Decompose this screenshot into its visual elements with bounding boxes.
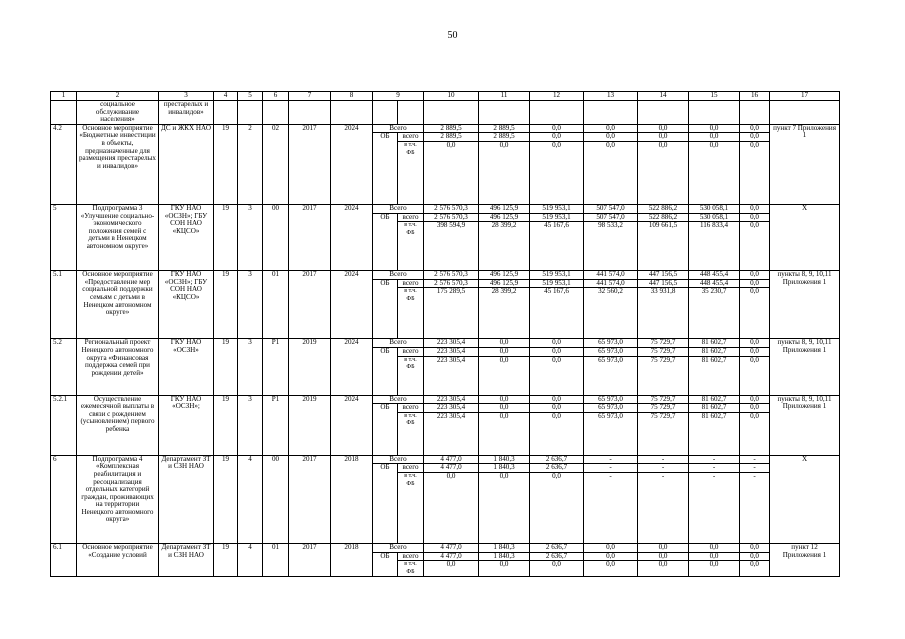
executor: Департамент ЗТ и СЗН НАО [159, 543, 214, 576]
ob-value: 0,0 [530, 347, 584, 356]
ob-value: 0,0 [740, 552, 770, 561]
code-cell: 2017 [289, 455, 331, 543]
column-header: 10 [424, 92, 479, 101]
activity-name: Основное мероприятие «Предоставление мер социальной поддержки семьям с детьми в Ненецком автономном округе» [77, 271, 159, 339]
code-cell: 2017 [289, 204, 331, 270]
reference-cell: пункты 8, 9, 10,11 Приложения 1 [770, 395, 840, 455]
activity-name: Осуществление ежемесячной выплаты в связи с рождением (усыновлением) первого ребенка [77, 395, 159, 455]
column-header: 7 [289, 92, 331, 101]
fb-value: 0,0 [479, 561, 530, 577]
ob-value: 0,0 [740, 279, 770, 288]
fb-value: 0,0 [479, 356, 530, 395]
ob-value: 4 477,0 [424, 464, 479, 473]
total-value: 4 477,0 [424, 455, 479, 464]
ob-value: 4 477,0 [424, 552, 479, 561]
table-cell [740, 101, 770, 125]
fb-value: 81 602,7 [689, 356, 740, 395]
fb-value: 65 973,0 [584, 412, 638, 455]
total-value: 0,0 [530, 124, 584, 133]
ob-value: 0,0 [638, 552, 689, 561]
total-value: 0,0 [638, 543, 689, 552]
total-value: 0,0 [740, 124, 770, 133]
total-value: 223 305,4 [424, 395, 479, 404]
fb-value: 33 931,8 [638, 288, 689, 339]
executor: ДС и ЖКХ НАО [159, 124, 214, 204]
executor: ГКУ НАО «ОСЗН»; [159, 395, 214, 455]
source-total-label: Всего [373, 204, 424, 213]
fb-value: 0,0 [689, 141, 740, 204]
ob-value: 0,0 [689, 552, 740, 561]
activity-name: Региональный проект Ненецкого автономного округа «Финансовая поддержка семей при рождении детей» [77, 339, 159, 395]
table-cell [638, 101, 689, 125]
source-all-label: всего [398, 404, 424, 413]
code-cell: P1 [263, 395, 289, 455]
ob-value: 2 636,7 [530, 552, 584, 561]
column-header: 11 [479, 92, 530, 101]
total-value: 223 305,4 [424, 339, 479, 348]
source-total-label: Всего [373, 271, 424, 280]
code-cell: 00 [263, 455, 289, 543]
table-row [51, 204, 840, 213]
total-value: 4 477,0 [424, 543, 479, 552]
code-cell: 01 [263, 543, 289, 576]
code-cell: 19 [214, 455, 238, 543]
table-cell [584, 101, 638, 125]
row-number: 6.1 [51, 543, 77, 576]
total-value: 2 636,7 [530, 455, 584, 464]
table-cell [770, 101, 840, 125]
fb-value: 0,0 [479, 412, 530, 455]
total-value: 448 455,4 [689, 271, 740, 280]
fb-value: - [638, 472, 689, 543]
page-number: 50 [447, 30, 458, 41]
code-cell: 2017 [289, 124, 331, 204]
executor: ГКУ НАО «ОСЗН»; ГБУ СОН НАО «КЦСО» [159, 271, 214, 339]
fb-value: 32 560,2 [584, 288, 638, 339]
total-value: 75 729,7 [638, 395, 689, 404]
code-cell: 19 [214, 339, 238, 395]
total-value: 0,0 [479, 395, 530, 404]
total-value: 81 602,7 [689, 339, 740, 348]
total-value: 0,0 [689, 124, 740, 133]
table-row [51, 339, 840, 348]
column-header: 8 [331, 92, 373, 101]
total-value: 519 953,1 [530, 271, 584, 280]
fb-value: 45 167,6 [530, 222, 584, 271]
fb-value: - [584, 472, 638, 543]
ob-value: 441 574,0 [584, 279, 638, 288]
reference-cell: пункт 12 Приложения 1 [770, 543, 840, 576]
column-header: 12 [530, 92, 584, 101]
total-value: 0,0 [584, 124, 638, 133]
ob-value: 530 058,1 [689, 213, 740, 222]
fb-value: 45 167,6 [530, 288, 584, 339]
total-value: 2 636,7 [530, 543, 584, 552]
total-value: 0,0 [740, 204, 770, 213]
ob-value: 65 973,0 [584, 404, 638, 413]
table-row [51, 395, 840, 404]
ob-value: 81 602,7 [689, 404, 740, 413]
source-fb-label: в т.ч. ФБ [398, 222, 424, 271]
ob-value: 81 602,7 [689, 347, 740, 356]
ob-value: 447 156,5 [638, 279, 689, 288]
source-ob-label: ОБ [373, 464, 398, 544]
total-value: 0,0 [479, 339, 530, 348]
fb-value: 116 833,4 [689, 222, 740, 271]
fb-value: 75 729,7 [638, 356, 689, 395]
code-cell: 2018 [331, 455, 373, 543]
fb-value: - [740, 472, 770, 543]
code-cell: 4 [238, 455, 263, 543]
ob-value: - [689, 464, 740, 473]
fb-value: 0,0 [638, 141, 689, 204]
code-cell: 2018 [331, 543, 373, 576]
source-fb-label: в т.ч. ФБ [398, 141, 424, 204]
column-header: 16 [740, 92, 770, 101]
ob-value: 507 547,0 [584, 213, 638, 222]
reference-cell: Х [770, 455, 840, 543]
activity-name: Основное мероприятие «Бюджетные инвестиции в объекты, предназначенные для размещения престарелых и инвалидов» [77, 124, 159, 204]
ob-value: 519 953,1 [530, 213, 584, 222]
total-value: 2 889,5 [479, 124, 530, 133]
source-fb-label: в т.ч. ФБ [398, 561, 424, 577]
source-total-label: Всего [373, 124, 424, 133]
budget-table [50, 91, 840, 577]
table-cell [689, 101, 740, 125]
fb-value: 0,0 [530, 561, 584, 577]
total-value: 2 889,5 [424, 124, 479, 133]
fb-value: 0,0 [740, 561, 770, 577]
total-value: 0,0 [689, 543, 740, 552]
ob-value: 0,0 [740, 404, 770, 413]
total-value: - [584, 455, 638, 464]
source-fb-label: в т.ч. ФБ [398, 412, 424, 455]
ob-value: 0,0 [740, 213, 770, 222]
ob-value: 0,0 [479, 404, 530, 413]
code-cell: 2024 [331, 271, 373, 339]
total-value: 65 973,0 [584, 339, 638, 348]
source-fb-label: в т.ч. ФБ [398, 356, 424, 395]
table-cell [398, 101, 424, 125]
ob-value: 1 840,3 [479, 464, 530, 473]
source-fb-label: в т.ч. ФБ [398, 288, 424, 339]
activity-name: Основное мероприятие «Создание условий [77, 543, 159, 576]
code-cell: P1 [263, 339, 289, 395]
activity-name: Подпрограмма 4 «Комплексная реабилитация и ресоциализация отдельных категорий граждан, проживающих на территории Ненецкого автономного округа» [77, 455, 159, 543]
total-value: 1 840,3 [479, 455, 530, 464]
row-number: 6 [51, 455, 77, 543]
source-total-label: Всего [373, 543, 424, 552]
code-cell: 3 [238, 204, 263, 270]
column-header: 3 [159, 92, 214, 101]
ob-value: 2 576 570,3 [424, 213, 479, 222]
code-cell: 2017 [289, 543, 331, 576]
source-ob-label: ОБ [373, 552, 398, 577]
column-header: 4 [214, 92, 238, 101]
ob-value: 448 455,4 [689, 279, 740, 288]
total-value: 0,0 [740, 543, 770, 552]
source-ob-label: ОБ [373, 213, 398, 271]
ob-value: 496 125,9 [479, 279, 530, 288]
ob-value: - [740, 464, 770, 473]
total-value: 530 058,1 [689, 204, 740, 213]
fb-value: 0,0 [638, 561, 689, 577]
source-ob-label: ОБ [373, 279, 398, 339]
code-cell: 00 [263, 204, 289, 270]
row-number: 4.2 [51, 124, 77, 204]
executor: ГКУ НАО «ОСЗН»; ГБУ СОН НАО «КЦСО» [159, 204, 214, 270]
table-cell [289, 101, 331, 125]
total-value: 441 574,0 [584, 271, 638, 280]
code-cell: 19 [214, 124, 238, 204]
column-header: 13 [584, 92, 638, 101]
source-ob-label: ОБ [373, 347, 398, 395]
table-cell [51, 101, 77, 125]
ob-value: 75 729,7 [638, 347, 689, 356]
code-cell: 2 [238, 124, 263, 204]
table-cell [263, 101, 289, 125]
executor: Департамент ЗТ и СЗН НАО [159, 455, 214, 543]
ob-value: 496 125,9 [479, 213, 530, 222]
total-value: 522 886,2 [638, 204, 689, 213]
code-cell: 3 [238, 339, 263, 395]
fb-value: 0,0 [584, 561, 638, 577]
fb-value: 35 230,7 [689, 288, 740, 339]
code-cell: 2019 [289, 395, 331, 455]
code-cell: 19 [214, 395, 238, 455]
table-cell [331, 101, 373, 125]
total-value: 0,0 [740, 395, 770, 404]
fb-value: 81 602,7 [689, 412, 740, 455]
code-cell: 2024 [331, 204, 373, 270]
total-value: 507 547,0 [584, 204, 638, 213]
total-value: 0,0 [740, 339, 770, 348]
reference-cell: пункты 8, 9, 10,11 Приложения 1 [770, 339, 840, 395]
reference-cell: Х [770, 204, 840, 270]
column-header: 2 [77, 92, 159, 101]
column-header: 6 [263, 92, 289, 101]
ob-value: 0,0 [689, 133, 740, 142]
activity-name: Подпрограмма 3 «Улучшение социально-экономического положения семей с детьми в Ненецком автономном округе» [77, 204, 159, 270]
fb-value: 0,0 [740, 288, 770, 339]
ob-value: 0,0 [530, 133, 584, 142]
total-value: 0,0 [584, 543, 638, 552]
continuation-row [51, 101, 840, 125]
ob-value: 0,0 [584, 133, 638, 142]
table-row [51, 271, 840, 280]
source-all-label: всего [398, 347, 424, 356]
source-ob-label: ОБ [373, 133, 398, 205]
row-number: 5.2 [51, 339, 77, 395]
code-cell: 19 [214, 271, 238, 339]
activity-name: социальное обслуживание населения» [77, 101, 159, 125]
ob-value: 0,0 [638, 133, 689, 142]
ob-value: 2 636,7 [530, 464, 584, 473]
row-number: 5.2.1 [51, 395, 77, 455]
table-cell [238, 101, 263, 125]
fb-value: 175 289,5 [424, 288, 479, 339]
fb-value: 398 594,9 [424, 222, 479, 271]
table-cell [530, 101, 584, 125]
fb-value: 0,0 [689, 561, 740, 577]
fb-value: 75 729,7 [638, 412, 689, 455]
fb-value: 0,0 [530, 356, 584, 395]
fb-value: 0,0 [424, 472, 479, 543]
fb-value: 0,0 [740, 141, 770, 204]
header-row [51, 92, 840, 101]
source-total-label: Всего [373, 455, 424, 464]
row-number: 5.1 [51, 271, 77, 339]
code-cell: 3 [238, 395, 263, 455]
code-cell: 2017 [289, 271, 331, 339]
column-header: 1 [51, 92, 77, 101]
ob-value: 65 973,0 [584, 347, 638, 356]
total-value: - [638, 455, 689, 464]
column-header: 15 [689, 92, 740, 101]
total-value: 2 576 570,3 [424, 271, 479, 280]
ob-value: 0,0 [584, 552, 638, 561]
table-row [51, 455, 840, 464]
table-row [51, 124, 840, 133]
source-all-label: всего [398, 464, 424, 473]
source-all-label: всего [398, 279, 424, 288]
fb-value: 65 973,0 [584, 356, 638, 395]
ob-value: 1 840,3 [479, 552, 530, 561]
fb-value: 0,0 [740, 412, 770, 455]
source-all-label: всего [398, 213, 424, 222]
fb-value: 0,0 [479, 141, 530, 204]
executor: ГКУ НАО «ОСЗН» [159, 339, 214, 395]
code-cell: 02 [263, 124, 289, 204]
fb-value: 0,0 [424, 141, 479, 204]
total-value: 2 576 570,3 [424, 204, 479, 213]
ob-value: 223 305,4 [424, 347, 479, 356]
fb-value: 223 305,4 [424, 412, 479, 455]
column-header: 17 [770, 92, 840, 101]
total-value: 519 953,1 [530, 204, 584, 213]
ob-value: 0,0 [740, 347, 770, 356]
code-cell: 19 [214, 543, 238, 576]
source-all-label: всего [398, 133, 424, 142]
fb-value: 0,0 [740, 222, 770, 271]
ob-value: 0,0 [740, 133, 770, 142]
fb-value: 0,0 [530, 472, 584, 543]
fb-value: 0,0 [530, 412, 584, 455]
total-value: 65 973,0 [584, 395, 638, 404]
fb-value: 0,0 [584, 141, 638, 204]
total-value: 0,0 [638, 124, 689, 133]
total-value: 0,0 [530, 339, 584, 348]
ob-value: 0,0 [530, 404, 584, 413]
total-value: 447 156,5 [638, 271, 689, 280]
total-value: 496 125,9 [479, 271, 530, 280]
total-value: 75 729,7 [638, 339, 689, 348]
ob-value: 0,0 [479, 347, 530, 356]
total-value: 81 602,7 [689, 395, 740, 404]
code-cell: 19 [214, 204, 238, 270]
table-row [51, 543, 840, 552]
table-cell [373, 101, 398, 125]
total-value: 496 125,9 [479, 204, 530, 213]
code-cell: 2024 [331, 395, 373, 455]
source-fb-label: в т.ч. ФБ [398, 472, 424, 543]
reference-cell: пункт 7 Приложения 1 [770, 124, 840, 204]
table-cell [479, 101, 530, 125]
code-cell: 4 [238, 543, 263, 576]
code-cell: 3 [238, 271, 263, 339]
ob-value: 2 889,5 [424, 133, 479, 142]
executor: престарелых и инвалидов» [159, 101, 214, 125]
column-header: 14 [638, 92, 689, 101]
total-value: 0,0 [740, 271, 770, 280]
ob-value: 522 886,2 [638, 213, 689, 222]
ob-value: 519 953,1 [530, 279, 584, 288]
table-cell [214, 101, 238, 125]
ob-value: 75 729,7 [638, 404, 689, 413]
column-header: 9 [373, 92, 424, 101]
source-total-label: Всего [373, 339, 424, 348]
fb-value: - [689, 472, 740, 543]
ob-value: - [584, 464, 638, 473]
source-total-label: Всего [373, 395, 424, 404]
table-cell [424, 101, 479, 125]
source-ob-label: ОБ [373, 404, 398, 456]
code-cell: 2024 [331, 339, 373, 395]
code-cell: 2019 [289, 339, 331, 395]
reference-cell: пункты 8, 9, 10,11 Приложения 1 [770, 271, 840, 339]
row-number: 5 [51, 204, 77, 270]
total-value: 0,0 [530, 395, 584, 404]
ob-value: 223 305,4 [424, 404, 479, 413]
fb-value: 0,0 [424, 561, 479, 577]
column-header: 5 [238, 92, 263, 101]
ob-value: - [638, 464, 689, 473]
ob-value: 2 576 570,3 [424, 279, 479, 288]
source-all-label: всего [398, 552, 424, 561]
fb-value: 98 533,2 [584, 222, 638, 271]
fb-value: 109 661,5 [638, 222, 689, 271]
fb-value: 0,0 [740, 356, 770, 395]
total-value: - [740, 455, 770, 464]
fb-value: 0,0 [479, 472, 530, 543]
fb-value: 0,0 [530, 141, 584, 204]
fb-value: 28 399,2 [479, 288, 530, 339]
total-value: 1 840,3 [479, 543, 530, 552]
code-cell: 2024 [331, 124, 373, 204]
fb-value: 28 399,2 [479, 222, 530, 271]
total-value: - [689, 455, 740, 464]
code-cell: 01 [263, 271, 289, 339]
fb-value: 223 305,4 [424, 356, 479, 395]
ob-value: 2 889,5 [479, 133, 530, 142]
